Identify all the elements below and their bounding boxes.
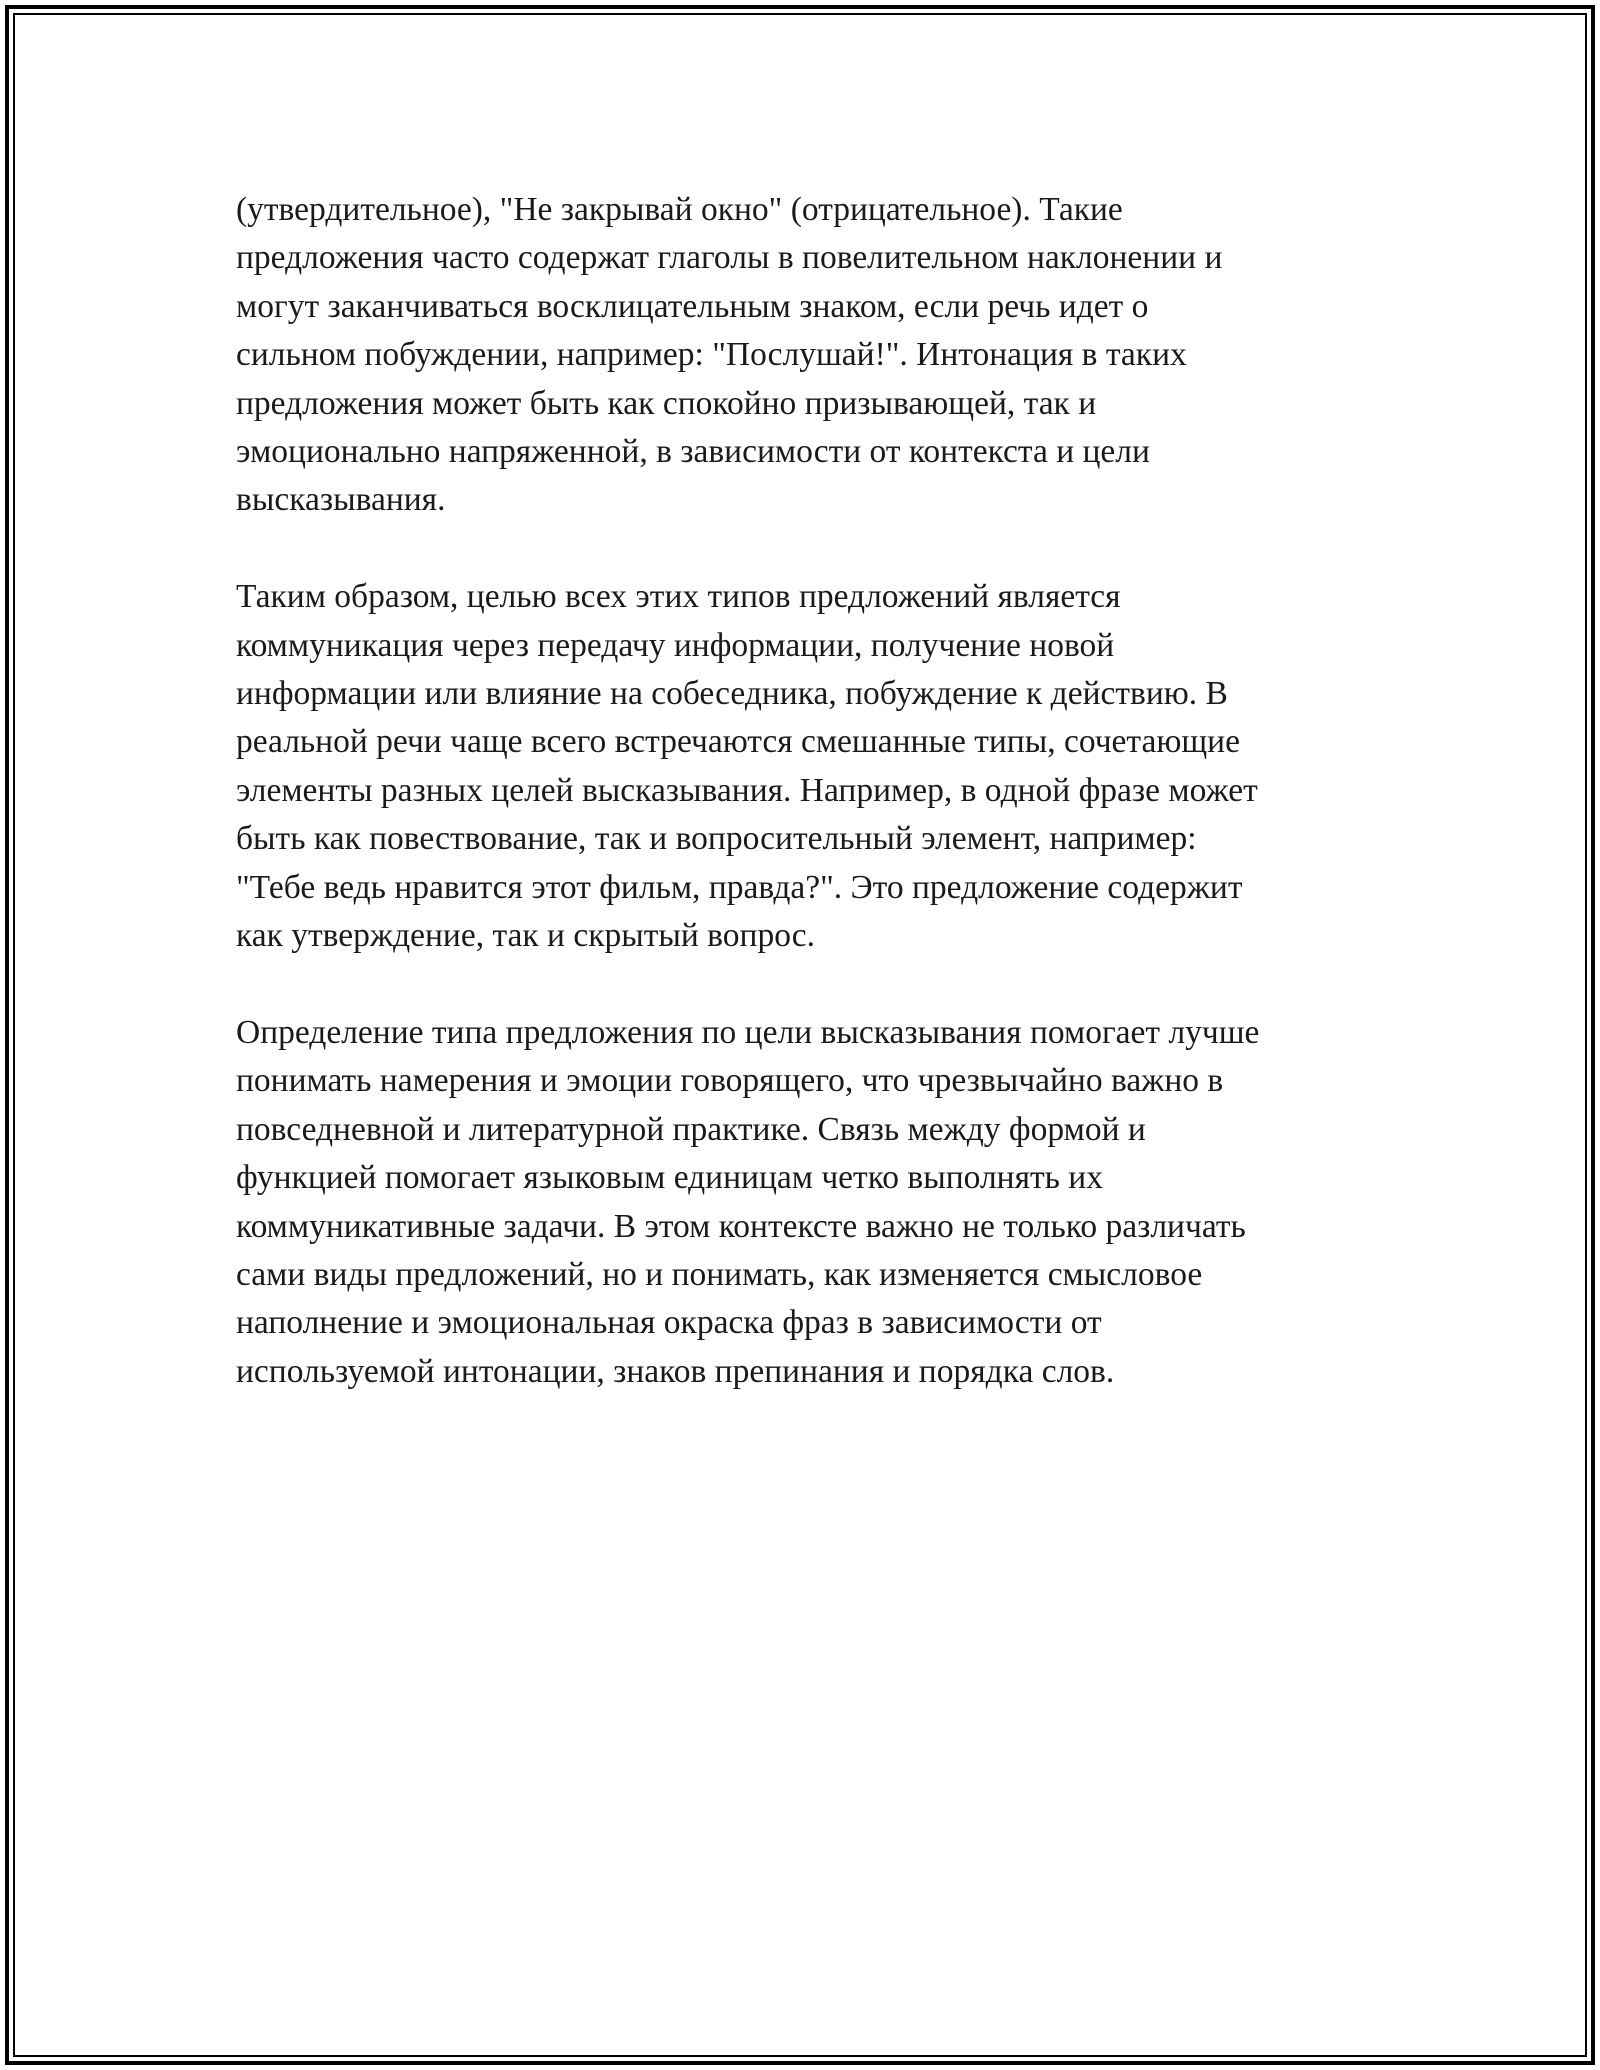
paragraph-3: Определение типа предложения по цели высказывания помогает лучше понимать намерения и эмоции говорящего, что чрезвычайно важно в повседневной и литературной практике. Связь между формой и функцией помогает языковым единицам четко выполнять их коммуникативные задачи. В этом контексте важно не только различать сами виды предложений, но и понимать, как изменяется смысловое наполнение и эмоциональная окраска фраз в зависимости от используемой интонации, знаков препинания и порядка слов. [236,1013,1260,1390]
paragraph-1: (утвердительное), "Не закрывай окно" (отрицательное). Такие предложения часто содержат глаголы в повелительном наклонении и могут заканчиваться восклицательным знаком, если речь идет о сильном побуждении, например: "Послушай!". Интонация в таких предложения может быть как спокойно призывающей, так и эмоционально напряженной, в зависимости от контекста и цели высказывания. [236,191,1223,519]
document-body [236,186,1366,1396]
paragraph-2: Таким образом, целью всех этих типов предложений является коммуникация через передачу информации, получение новой информации или влияние на собеседника, побуждение к действию. В реальной речи чаще всего встречаются смешанные типы, сочетающие элементы разных целей высказывания. Например, в одной фразе может быть как повествование, так и вопросительный элемент, например: "Тебе ведь нравится этот фильм, правда?". Это предложение содержит как утверждение, так и скрытый вопрос. [236,578,1258,955]
